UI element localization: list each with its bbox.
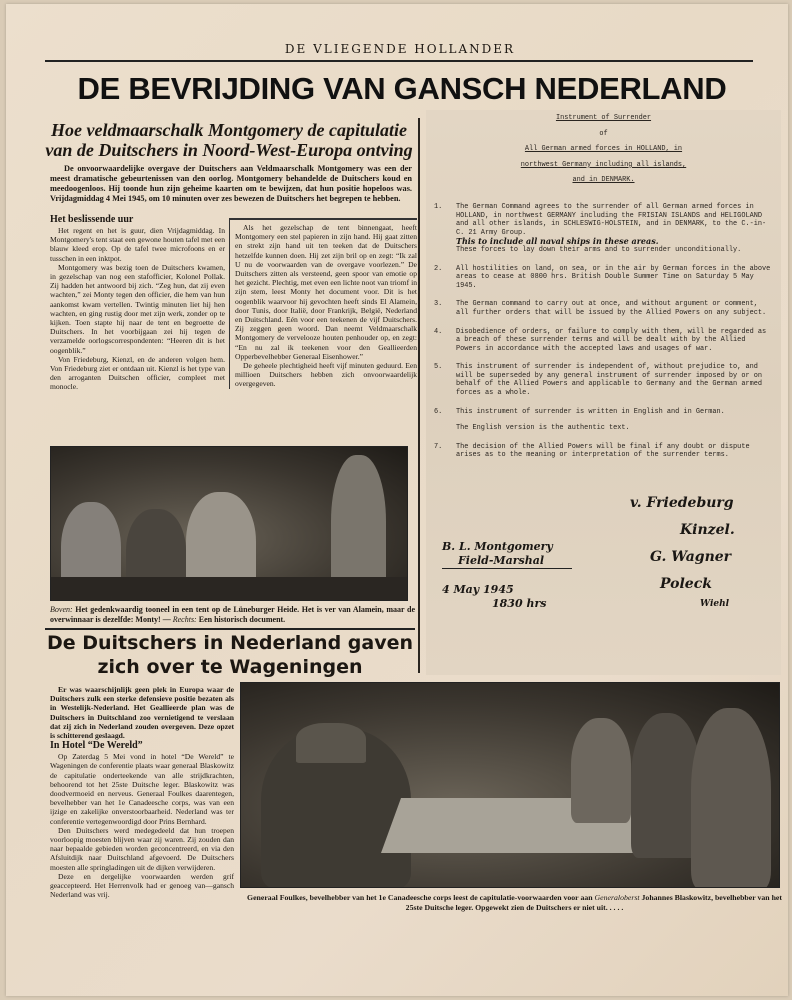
paragraph: Von Friedeburg, Kienzl, en de anderen volgen hem. Von Friedeburg ziet er ontdaan uit. Kienzl is het type van den arroganten Duitschen officier, compleet met monocle. xyxy=(50,354,225,392)
doc-clause xyxy=(434,443,773,460)
article1-column1 xyxy=(50,214,225,392)
clause-number: 1. xyxy=(434,202,443,211)
paragraph: Montgomery was bezig toen de Duitschers kwamen, in gezelschap van nog een stafofficier, Kolonel Pollak. Zij hadden het antwoord bij zich. “Zeg hun, dat zij even wachten,” zei Monty tegen den officier, die hem van hun aankomst kwam vertellen. Twintig minuten liet hij hen wachten, en ging rustig door met zijn werk, zonder op te kijken. Toen stapte hij naar de tent en begroette de Duitschers. In het voorbijgaan zei hij tegen de verzamelde oorlogscorrespondenten: “Heeren dit is het oogenblik.” xyxy=(50,262,225,355)
clause-text: The German command to carry out at once, and without argument or comment, all further orders that will be issued by the Allied Powers on any subject. xyxy=(456,300,767,317)
article2-lead: Er was waarschijnlijk geen plek in Europa waar de Duitschers zulk een sterke defensieve positie bezaten als in Westelijk-Nederland. Het Geallieerde plan was de Duitschers in Duitschland zoo vernietigend te verslaan dat zij zich in Nederland zouden overgeven. Deze opzet is schitterend geslaagd. xyxy=(50,685,234,741)
clause-number: 6. xyxy=(434,407,443,416)
clause-number: 5. xyxy=(434,363,443,372)
doc-title: Instrument of Surrender xyxy=(555,114,652,122)
signature-time: 1830 hrs xyxy=(492,597,547,610)
caption-text: Johannes Blaskowitz, bevelhebber van het 25ste Duitsche leger. Opgewekt zien de Duitschers er niet uit. . . . . xyxy=(405,893,782,912)
clause-number: 3. xyxy=(434,300,443,309)
doc-clause xyxy=(434,300,773,317)
clause-number: 2. xyxy=(434,264,443,273)
clause-text: These forces to lay down their arms and to surrender unconditionally. xyxy=(456,245,742,254)
photo2-caption xyxy=(242,893,787,913)
german-signatures xyxy=(630,490,735,610)
paragraph: Den Duitschers werd medegedeeld dat hun troepen voorloopig moesten blijven waar zij waren. Zij zouden dan naar bepaalde gebieden worden geconcentreerd, en via den Afsluitdijk naar Duitschland afgevoerd. De Duitschers moesten alle springladingen uit de dijken verwijderen. xyxy=(50,825,234,872)
doc-clause xyxy=(434,328,773,354)
caption-label: Rechts: xyxy=(172,615,197,624)
doc-clause xyxy=(434,363,773,397)
masthead: DE VLIEGENDE HOLLANDER xyxy=(284,42,516,56)
doc-title: of xyxy=(599,129,608,138)
signature-rank: Field-Marshal xyxy=(442,554,572,569)
signature: Kinzel. xyxy=(680,522,735,538)
article2-title: De Duitschers in Nederland gaven zich over te Wageningen xyxy=(46,632,414,678)
signature-date: 4 May 1945 xyxy=(442,583,514,596)
article1-title: Hoe veldmaarschalk Montgomery de capitulatie van de Duitschers in Noord-West-Europa ontving xyxy=(45,120,413,160)
doc-title: and in DENMARK. xyxy=(572,176,635,185)
signature: Poleck xyxy=(660,576,712,592)
signature: v. Friedeburg xyxy=(630,495,734,511)
doc-clause xyxy=(434,265,773,291)
clause-text: All hostilities on land, on sea, or in the air by German forces in the above areas to cease at 0800 hrs. British Double Summer Time on Saturday 5 May 1945. xyxy=(456,264,771,290)
signature-name: B. L. Montgomery xyxy=(442,540,553,553)
caption-text: Generaal Foulkes, bevelhebber van het 1e Canadeesche corps leest de capitulatie-voorwaarden voor aan xyxy=(247,893,595,902)
doc-clauses xyxy=(434,203,773,460)
article2-column xyxy=(50,685,234,899)
handwritten-insert: This to include all naval ships in these areas. xyxy=(456,236,659,247)
article1-column2 xyxy=(229,218,417,389)
signature: Wiehl xyxy=(700,599,730,609)
clause-text: The English version is the authentic text. xyxy=(456,424,630,433)
caption-text: Het gedenkwaardig tooneel in een tent op de Lüneburger Heide. Het is ver van Alamein, maar de overwinnaar is dezelfde: Monty! — xyxy=(50,605,415,624)
column-divider xyxy=(418,118,420,673)
section-rule xyxy=(45,628,415,630)
clause-text: This instrument of surrender is independent of, without prejudice to, and will be superseded by any general instrument of surrender imposed by or on behalf of the Allied Powers and applicable to Germany and the German armed forces as a whole. xyxy=(456,363,762,398)
article1-subhead: Het beslissende uur xyxy=(50,214,134,225)
article1-lead: De onvoorwaardelijke overgave der Duitschers aan Veldmaarschalk Montgomery was een der meest dramatische gebeurtenissen van den oorlog. Montgomery behandelde de Duitschers koud en meedoogenloos. Hij toonde hun zijn geheime kaarten om te bewijzen, dat hun positie hopeloos was. Vrijdagmiddag 4 Mei 1945, om 10 minuten over zes bewezen de Duitschers het begrepen te hebben. xyxy=(50,164,412,203)
article2-subhead: In Hotel “De Wereld” xyxy=(50,740,143,752)
masthead-rule xyxy=(45,60,753,62)
clause-text: Disobedience of orders, or failure to comply with them, will be regarded as a breach of these surrender terms and will be dealt with by the Allied Powers in accordance with the accepted laws and usages of war. xyxy=(456,327,767,353)
photo1-caption xyxy=(50,605,415,625)
clause-text: The German Command agrees to the surrender of all German armed forces in HOLLAND, in northwest GERMANY including the FRISIAN ISLANDS and HELIGOLAND and all other islands, in SCHLESWIG-HOLSTEIN, and in DENMARK, to the C.-in-C. 21 Army Group. xyxy=(456,202,767,237)
clause-number: 4. xyxy=(434,327,443,336)
montgomery-signature xyxy=(442,540,572,611)
paragraph: Als het gezelschap de tent binnengaat, heeft Montgomery een stel papieren in zijn hand. Hij gaat zitten en strekt zijn hand uit ten teeken dat de Duitschers hetzelfde kunnen doen. Hij zet zijn bril op en zegt: “Ik zal U nu de voorwaarden van de overgave voorlezen.” De Duitschers zitten als versteend, geen spoor van emotie op het gezicht. Plechtig, met even een lichte noot van triomf in zijn stem, leest Monty het document voor. Dit is het oogenblik waarvoor hij gevochten heeft sinds El Alamein, door Tunis, door Italië, door Frankrijk, België, Nederland en Duitschland. Eén voor een teekenen de vijf Duitschers. Zij zeggen geen woord. Dan neemt Veldmaarschalk Montgomery de vervelooze houten penhouder op, en zegt: “En nu zal ik teekenen voor den Geallieerden Opperbevelhebber Generaal Eisenhower.” xyxy=(235,223,417,361)
caption-label: Boven: xyxy=(50,605,73,614)
caption-italic: Generaloberst xyxy=(594,893,640,902)
doc-title: northwest Germany including all islands, xyxy=(520,160,687,169)
clause-text: This instrument of surrender is written in English and in German. xyxy=(456,407,725,416)
caption-text: Een historisch document. xyxy=(196,615,286,624)
photo-wageningen-conference xyxy=(240,682,780,888)
doc-clause xyxy=(434,203,773,255)
paragraph: Deze en dergelijke voorwaarden werden grif geaccepteerd. Het Herrenvolk had er genoeg van—gansch Nederland was vrij. xyxy=(50,871,234,900)
doc-clause xyxy=(434,408,773,433)
paragraph: Op Zaterdag 5 Mei vond in hotel “De Wereld” te Wageningen de conferentie plaats waar generaal Blaskowitz de capitulatie onderteekende van alle strijdkrachten, behoorend tot het 25ste Duitsche leger. Blaskowitz was doodvermoeid en nerveus. Generaal Foulkes daarentegen, bevelhebber van het 1e Canadeesche corps, was van een ijzige en zakelijke onverstoorbaarheid. Nederland was ter conferentie vertegenwoordigd door Prins Bernhard. xyxy=(50,752,234,826)
clause-number: 7. xyxy=(434,442,443,451)
photo-montgomery-tent xyxy=(50,446,408,601)
main-headline: DE BEVRIJDING VAN GANSCH NEDERLAND xyxy=(77,71,727,106)
signature: G. Wagner xyxy=(650,549,732,565)
paragraph: De geheele plechtigheid heeft vijf minuten geduurd. Een millioen Duitschers hebben zich onvoorwaardelijk overgegeven. xyxy=(235,361,417,389)
clause-text: The decision of the Allied Powers will be final if any doubt or dispute arises as to the meaning or interpretation of the surrender terms. xyxy=(456,442,750,460)
doc-title: All German armed forces in HOLLAND, in xyxy=(524,145,683,154)
paragraph: Het regent en het is guur, dien Vrijdagmiddag. In Montgomery's tent staat een gewone houten tafel met een blauw kleed erop. Op de tafel twee microfoons en er tusschen in een inktpot. xyxy=(50,226,225,263)
